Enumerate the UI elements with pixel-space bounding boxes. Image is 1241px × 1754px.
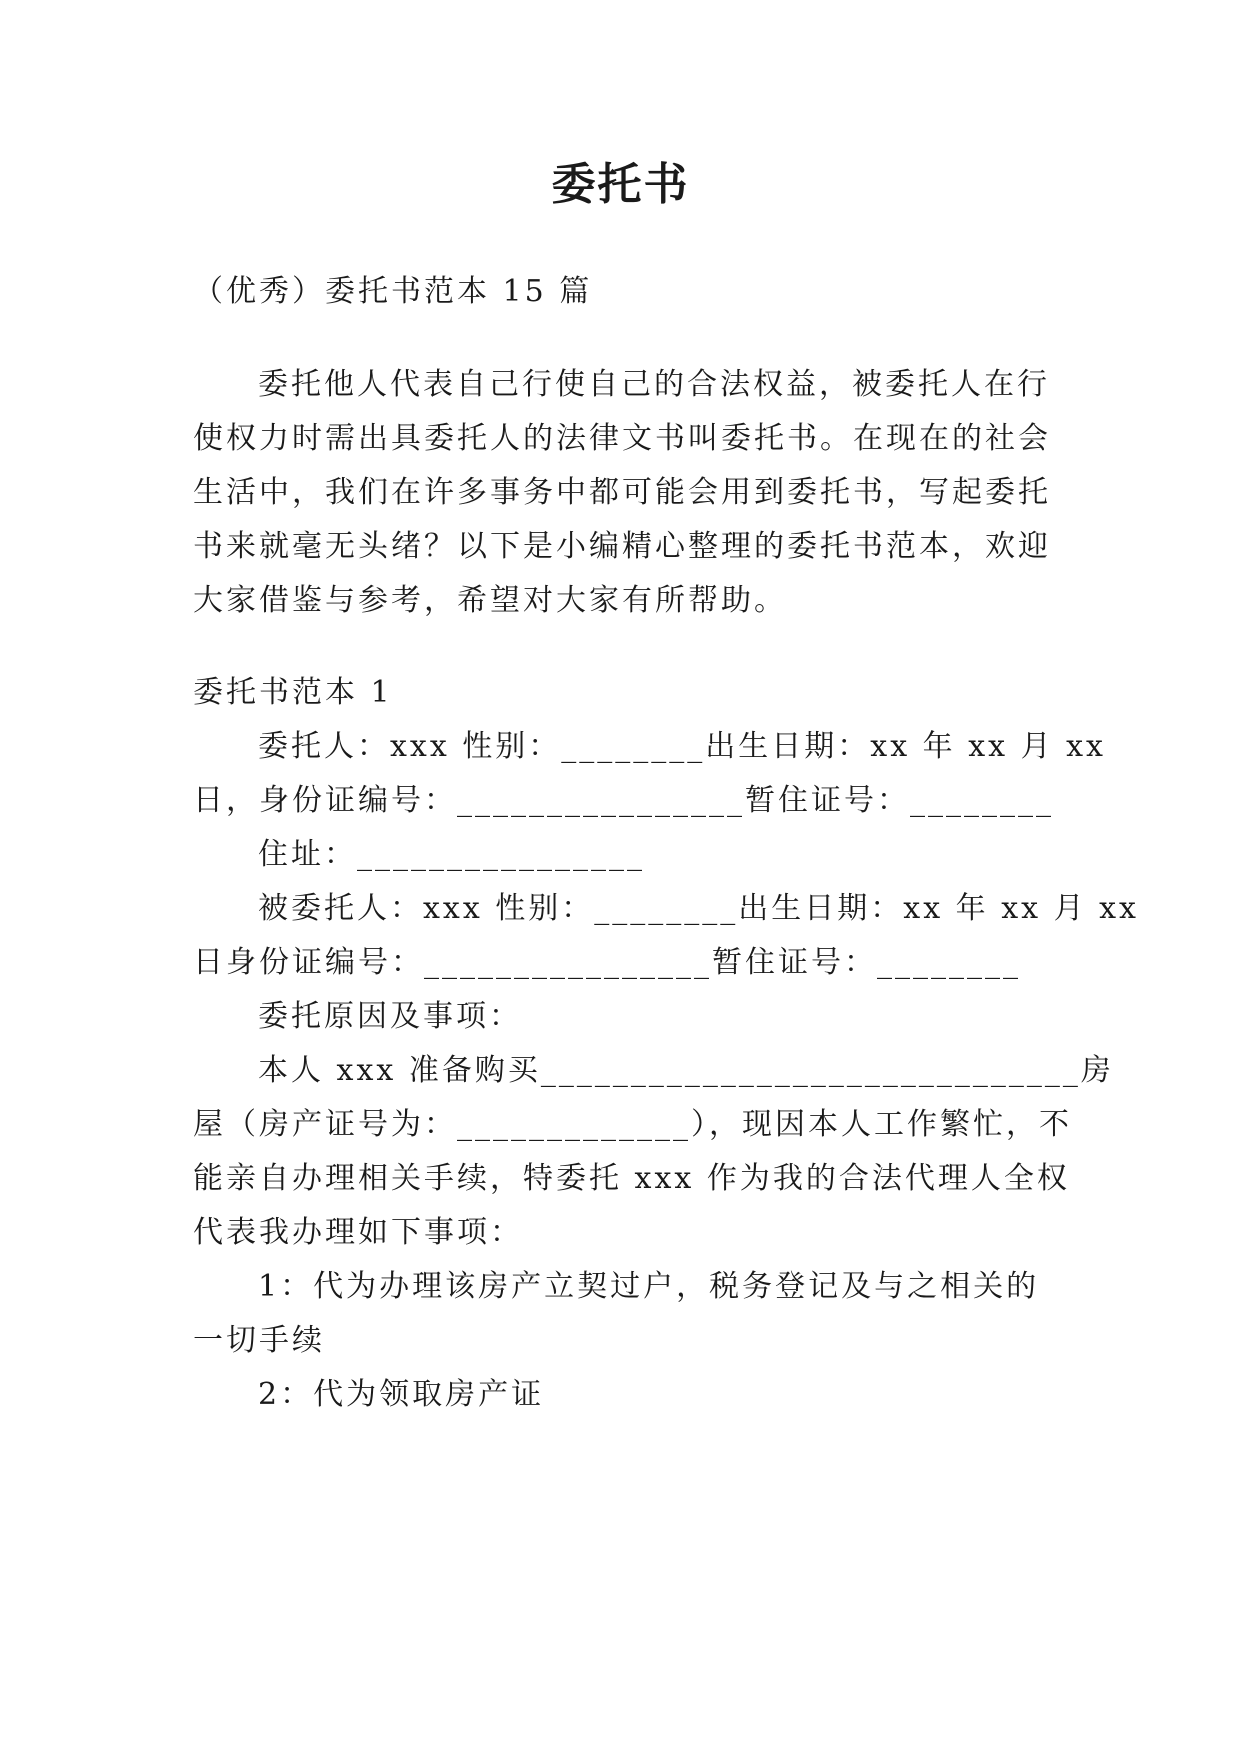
body-line: 本人 xxx 准备购买______________________________房	[258, 1053, 1114, 1088]
body-line: 委托原因及事项：	[258, 999, 522, 1034]
body-line: 一切手续	[193, 1323, 325, 1358]
body-line: 代表我办理如下事项：	[193, 1215, 523, 1250]
body-line: 屋（房产证号为：_____________），现因本人工作繁忙，不	[193, 1107, 1072, 1142]
body-line: 1：代为办理该房产立契过户，税务登记及与之相关的	[258, 1269, 1040, 1304]
section-heading: 委托书范本 1	[193, 675, 393, 710]
body-line: 住址：________________	[258, 837, 645, 872]
intro-line: 大家借鉴与参考，希望对大家有所帮助。	[193, 583, 787, 618]
body-line: 日身份证编号：________________暂住证号：________	[193, 945, 1021, 980]
intro-line: 书来就毫无头绪？以下是小编精心整理的委托书范本，欢迎	[193, 529, 1051, 564]
document-subtitle: （优秀）委托书范本 15 篇	[193, 274, 593, 309]
body-line: 能亲自办理相关手续，特委托 xxx 作为我的合法代理人全权	[193, 1161, 1070, 1196]
intro-line: 生活中，我们在许多事务中都可能会用到委托书，写起委托	[193, 475, 1051, 510]
body-line: 委托人：xxx 性别：________出生日期：xx 年 xx 月 xx	[258, 729, 1106, 764]
body-line: 被委托人：xxx 性别：________出生日期：xx 年 xx 月 xx	[258, 891, 1139, 926]
body-line: 日，身份证编号：________________暂住证号：________	[193, 783, 1054, 818]
document-title: 委托书	[551, 159, 690, 210]
intro-line: 使权力时需出具委托人的法律文书叫委托书。在现在的社会	[193, 421, 1051, 456]
intro-line: 委托他人代表自己行使自己的合法权益，被委托人在行	[258, 367, 1050, 402]
body-line: 2：代为领取房产证	[258, 1377, 545, 1412]
